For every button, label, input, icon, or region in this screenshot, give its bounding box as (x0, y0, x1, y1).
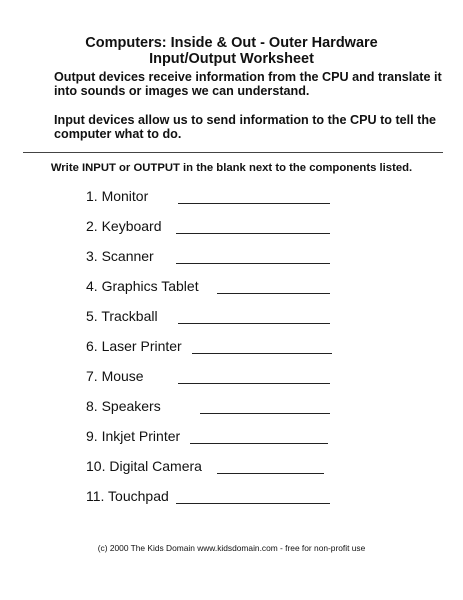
output-definition: Output devices receive information from the CPU and translate it into sounds or images we can understand. (54, 70, 442, 98)
answer-blank[interactable] (217, 293, 330, 294)
item-label: 5. Trackball (86, 308, 158, 324)
item-label: 3. Scanner (86, 248, 154, 264)
input-definition: Input devices allow us to send information to the CPU to tell the computer what to do. (54, 113, 437, 141)
item-label: 4. Graphics Tablet (86, 278, 199, 294)
list-item (0, 307, 463, 327)
worksheet-subtitle: Input/Output Worksheet (149, 51, 314, 67)
list-item (0, 187, 463, 207)
item-label: 7. Mouse (86, 368, 144, 384)
list-item (0, 277, 463, 297)
answer-blank[interactable] (178, 383, 330, 384)
list-item (0, 457, 463, 477)
worksheet-title: Computers: Inside & Out - Outer Hardware (85, 35, 378, 51)
list-item (0, 427, 463, 447)
item-label: 11. Touchpad (86, 488, 169, 504)
item-label: 6. Laser Printer (86, 338, 182, 354)
answer-blank[interactable] (176, 263, 330, 264)
answer-blank[interactable] (190, 443, 328, 444)
answer-blank[interactable] (192, 353, 332, 354)
list-item (0, 217, 463, 237)
answer-blank[interactable] (217, 473, 324, 474)
list-item (0, 337, 463, 357)
item-label: 8. Speakers (86, 398, 161, 414)
item-label: 9. Inkjet Printer (86, 428, 181, 444)
answer-blank[interactable] (200, 413, 330, 414)
answer-blank[interactable] (176, 233, 330, 234)
answer-blank[interactable] (176, 503, 330, 504)
copyright-footer: (c) 2000 The Kids Domain www.kidsdomain.com - free for non-profit use (97, 543, 366, 553)
list-item (0, 487, 463, 507)
item-label: 1. Monitor (86, 188, 149, 204)
instructions: Write INPUT or OUTPUT in the blank next to the components listed. (50, 162, 413, 174)
list-item (0, 397, 463, 417)
item-label: 10. Digital Camera (86, 458, 202, 474)
item-label: 2. Keyboard (86, 218, 162, 234)
list-item (0, 247, 463, 267)
section-divider (23, 152, 443, 153)
answer-blank[interactable] (178, 323, 330, 324)
answer-blank[interactable] (178, 203, 330, 204)
list-item (0, 367, 463, 387)
